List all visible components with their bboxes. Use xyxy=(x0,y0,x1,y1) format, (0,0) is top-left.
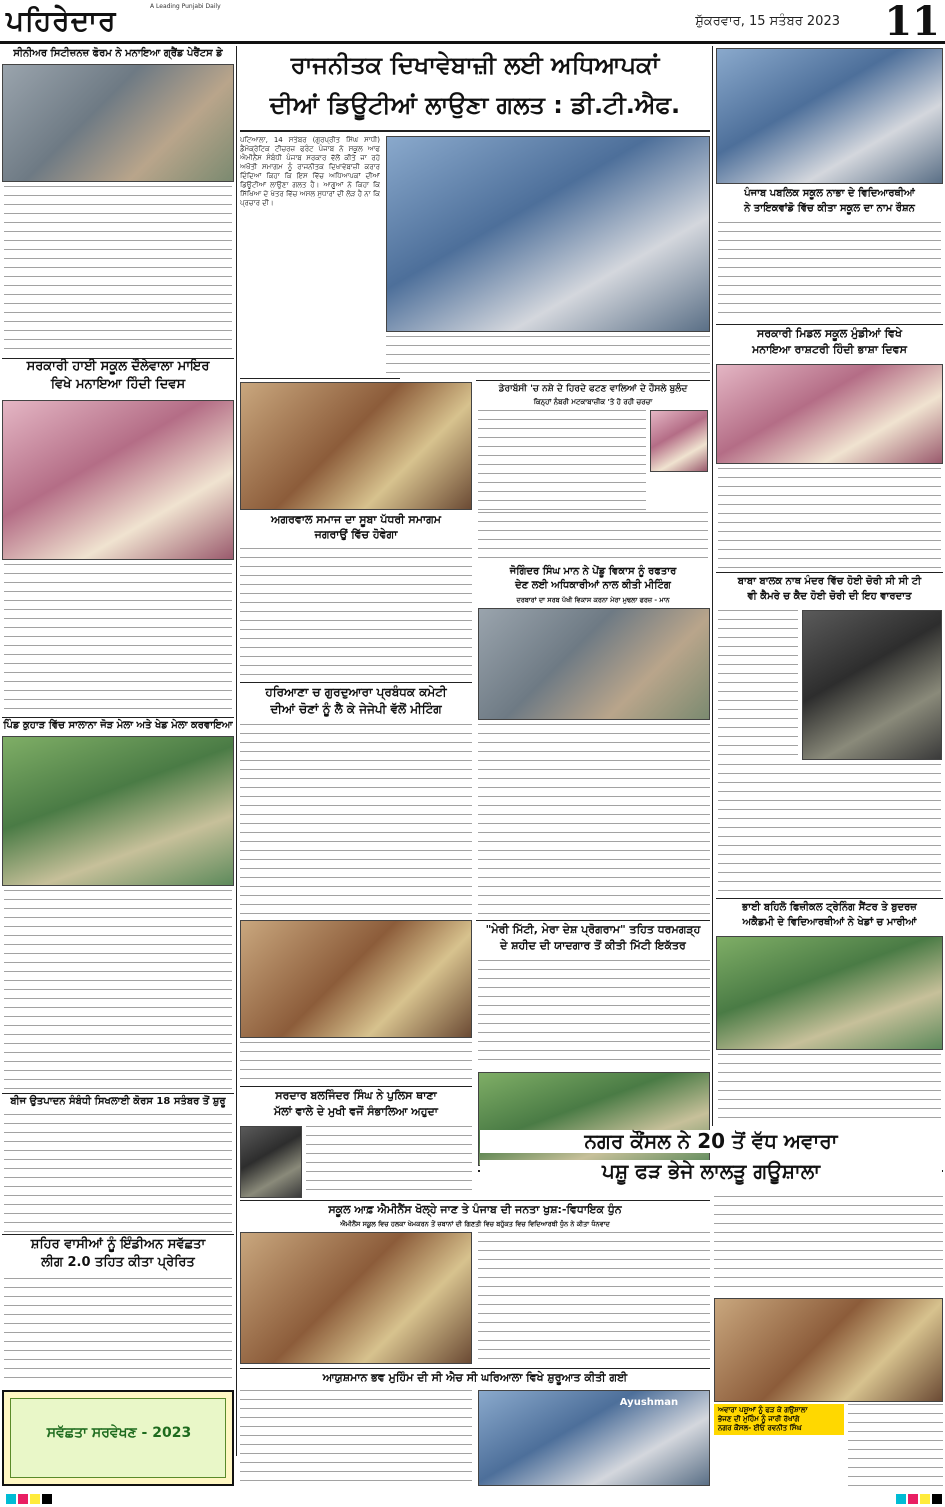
dateline: ਸ਼ੁੱਕਰਵਾਰ, 15 ਸਤੰਬਰ 2023 xyxy=(695,14,840,29)
swachhta-headline-line1: ਸ਼ਹਿਰ ਵਾਸੀਆਂ ਨੂੰ ਇੰਡੀਅਨ ਸਵੱਛਤਾ xyxy=(30,1237,206,1252)
dtf-article-text: ਪਟਿਆਲਾ, 14 ਸਤੰਬਰ (ਗੁਰਪ੍ਰੀਤ ਸਿੰਘ ਸਾਧੀ) ਡੈਮੋਕ੍ਰੇਟਿਕ ਟੀਚਰਜ਼ ਫਰੰਟ ਪੰਜਾਬ ਨੇ ਸਕੂਲ ਆਫ ਐਮੀਨੈਂਸ ਸੰਬੰਧੀ ਪੰਜਾਬ ਸਰਕਾਰ ਵੱਲੋਂ ਕੀਤੇ ਜਾ ਰਹੇ ਅਖੌਤੀ ਸਮਾਗਮ ਨੂੰ ਰਾਜਨੀਤਕ ਦਿਖਾਵੇਬਾਜ਼ੀ ਕਰਾਰ ਦਿੰਦਿਆਂ ਕਿਹਾ ਕਿ ਇਸ ਵਿੱਚ ਅਧਿਆਪਕਾਂ ਦੀਆਂ ਡਿਊਟੀਆਂ ਲਾਉਣਾ ਗਲਤ ਹੈ। ਆਗੂਆਂ ਨੇ ਕਿਹਾ ਕਿ ਸਿੱਖਿਆ ਦੇ ਖੇਤਰ ਵਿੱਚ ਅਸਲ ਸੁਧਾਰਾਂ ਦੀ ਲੋੜ ਹੈ ਨਾ ਕਿ ਪ੍ਰਚਾਰ ਦੀ। xyxy=(240,136,380,207)
school-eminence-article-text xyxy=(478,1232,710,1364)
nagar-council-photo xyxy=(714,1298,943,1402)
swachhta-banner-text: ਸਵੱਛਤਾ ਸਰਵੇਖਣ - 2023 xyxy=(46,1425,192,1441)
joginder-meeting-photo xyxy=(478,608,710,720)
print-mark-cyan xyxy=(6,1494,16,1504)
nagar-council-article-text-cont xyxy=(848,1404,943,1486)
column-rule-right xyxy=(712,46,713,1126)
haryana-headline-line2: ਦੀਆਂ ਚੋਣਾਂ ਨੂੰ ਲੈ ਕੇ ਜੇਜੇਪੀ ਵੱਲੋਂ ਮੀਟਿੰਗ xyxy=(270,702,442,716)
bhai-behlo-article-text xyxy=(718,1054,941,1124)
kabaddi-article-text xyxy=(4,890,232,1090)
print-mark-magenta xyxy=(18,1494,28,1504)
seed-course-headline: ਬੀਜ ਉਤਪਾਦਨ ਸੰਬੰਧੀ ਸਿਖਲਾਈ ਕੋਰਸ 18 ਸਤੰਬਰ ਤੋਂ ਸ਼ੁਰੂ xyxy=(10,1096,226,1107)
ayushman-photo xyxy=(478,1390,710,1486)
sardar-headline-line2: ਮੱਲਾਂ ਵਾਲੇ ਦੇ ਮੁਖੀ ਵਜੋਂ ਸੰਭਾਲਿਆ ਅਹੁਦਾ xyxy=(274,1105,438,1118)
dolewala-photo xyxy=(2,400,234,560)
divider xyxy=(476,380,710,381)
aggarwal-headline-line2: ਜਗਰਾਉਂ ਵਿੱਚ ਹੋਵੇਗਾ xyxy=(314,528,398,541)
divider xyxy=(240,1368,710,1369)
print-mark-black xyxy=(42,1494,52,1504)
joginder-headline-line1: ਜੋਗਿੰਦਰ ਸਿੰਘ ਮਾਨ ਨੇ ਪੇਂਡੂ ਵਿਕਾਸ ਨੂੰ ਰਫਤਾਰ xyxy=(509,566,677,577)
newspaper-logo: ਪਹਿਰੇਦਾਰ xyxy=(6,4,117,37)
swachhta-banner-ad xyxy=(2,1390,234,1486)
middle-school-headline-line2: ਮਨਾਇਆ ਰਾਸ਼ਟਰੀ ਹਿੰਦੀ ਭਾਸ਼ਾ ਦਿਵਸ xyxy=(752,343,907,356)
drugs-headline: ਡੇਰਾਬੱਸੀ 'ਚ ਨਸ਼ੇ ਦੇ ਹਿਰਦੇ ਫਟਣ ਵਾਲਿਆਂ ਦੇ ਹੌਸਲੇ ਬੁਲੰਦ xyxy=(498,384,688,394)
divider xyxy=(476,920,710,921)
ayushman-headline: ਆਯੁਸ਼ਮਾਨ ਭਵ ਮੁਹਿੰਮ ਦੀ ਸੀ ਐਚ ਸੀ ਘਰਿਆਲਾ ਵਿਖੇ ਸ਼ੁਰੂਆਤ ਕੀਤੀ ਗਈ xyxy=(322,1371,628,1384)
main-headline-line2: ਦੀਆਂ ਡਿਊਟੀਆਂ ਲਾਉਣਾ ਗਲਤ : ਡੀ.ਟੀ.ਐਫ. xyxy=(269,91,681,119)
haryana-headline-line1: ਹਰਿਆਣਾ ਚ ਗੁਰਦੁਆਰਾ ਪ੍ਰਬੰਧਕ ਕਮੇਟੀ xyxy=(265,685,447,699)
punjab-public-headline-line1: ਪੰਜਾਬ ਪਬਲਿਕ ਸਕੂਲ ਨਾਭਾ ਦੇ ਵਿਦਿਆਰਥੀਆਂ xyxy=(744,188,915,199)
ayushman-article-text xyxy=(240,1390,472,1486)
taekwondo-photo xyxy=(716,48,943,184)
punjab-public-article-text xyxy=(718,222,941,320)
drugs-subheadline: ਕਿਨ੍ਹਾਂ ਨੰਬਰੀ ਮਟਕਾਬਾਜ਼ੀਕ 'ਤੇ ਹੋ ਰਹੀ ਚਰਚਾ xyxy=(533,398,653,406)
divider xyxy=(240,1086,472,1087)
baba-balak-article-text xyxy=(718,610,798,760)
sardar-portrait-photo xyxy=(240,1126,302,1198)
middle-school-headline-line1: ਸਰਕਾਰੀ ਮਿਡਲ ਸਕੂਲ ਮੁੰਡੀਆਂ ਵਿਖੇ xyxy=(757,327,902,340)
print-mark-cyan xyxy=(896,1494,906,1504)
middle-school-photo xyxy=(716,364,943,464)
punjab-public-headline-line2: ਨੇ ਤਾਇਕਵਾਂਡੋ ਵਿੱਚ ਕੀਤਾ ਸਕੂਲ ਦਾ ਨਾਮ ਰੌਸ਼ਨ xyxy=(744,203,915,214)
quote-line2: ਭੇਜਣ ਦੀ ਮੁਹਿੰਮ ਨੂੰ ਜਾਰੀ ਰੱਖਾਂਗੇ xyxy=(718,1415,800,1423)
bhai-behlo-photo xyxy=(716,936,943,1050)
joginder-subheadline: ਦਰਬਾਰਾਂ ਦਾ ਸਰਬ ਪੱਖੀ ਵਿਕਾਸ ਕਰਨਾ ਮੇਰਾ ਮੁਢਲਾ ਫਰਜ਼ - ਮਾਨ xyxy=(516,596,670,604)
middle-school-article-text xyxy=(718,468,941,568)
senior-citizens-headline: ਸੀਨੀਅਰ ਸਿਟੀਜ਼ਨਜ਼ ਫੋਰਮ ਨੇ ਮਨਾਇਆ ਗ੍ਰੈਂਡ ਪੇਰੈਂਟਸ ਡੇ xyxy=(13,48,223,59)
aggarwal-article-text xyxy=(240,548,472,678)
haryana-article-text xyxy=(240,724,472,916)
school-eminence-photo xyxy=(240,1232,472,1364)
dtf-group-photo xyxy=(386,136,710,332)
school-eminence-subheadline: ਐਮੀਨੈਂਸ ਸਕੂਲ ਵਿਚ ਹਲਕਾ ਖੇਮਕਰਨ ਤੋਂ ਜ਼ਬਾਨਾਂ ਦੀ ਗਿਣਤੀ ਵਿਚ ਬਹੁੱਕਤ ਵਿਚ ਵਿਦਿਆਰਥੀ ਧੁੰਨ ਨੇ ਕੀਤਾ ਧੰਨਵਾਦ xyxy=(340,1220,610,1228)
dolewala-headline-line1: ਸਰਕਾਰੀ ਹਾਈ ਸਕੂਲ ਦੌਲੇਵਾਲਾ ਮਾਇਰ xyxy=(26,359,210,374)
dolewala-headline-line2: ਵਿਖੇ ਮਨਾਇਆ ਹਿੰਦੀ ਦਿਵਸ xyxy=(50,377,186,392)
meri-mitti-headline-line1: "ਮੇਰੀ ਮਿੱਟੀ, ਮੇਰਾ ਦੇਸ਼ ਪ੍ਰੋਗਰਾਮ" ਤਹਿਤ ਧਰਮਗੜ੍ਹ xyxy=(485,923,701,936)
swachhta-banner-inner xyxy=(10,1398,226,1478)
nagar-council-quote-box xyxy=(714,1404,844,1435)
print-mark-black xyxy=(932,1494,942,1504)
dtf-article-text-cont xyxy=(386,336,710,376)
baba-balak-headline-line1: ਬਾਬਾ ਬਾਲਕ ਨਾਥ ਮੰਦਰ ਵਿੱਚ ਹੋਈ ਚੋਰੀ ਸੀ ਸੀ ਟੀ xyxy=(737,576,922,587)
print-mark-yellow xyxy=(30,1494,40,1504)
column-rule-left xyxy=(236,46,237,1456)
meri-mitti-article-text xyxy=(478,960,710,1068)
joginder-article-text xyxy=(478,724,710,916)
swachhta-headline-line2: ਲੀਗ 2.0 ਤਹਿਤ ਕੀਤਾ ਪ੍ਰੇਰਿਤ xyxy=(41,1255,195,1270)
haryana-meeting-photo xyxy=(240,920,472,1038)
swachhta-article-text xyxy=(4,1278,232,1386)
nagar-council-headline-line2: ਪਸ਼ੂ ਫੜ ਭੇਜੇ ਲਾਲੜੂ ਗਊਸ਼ਾਲਾ xyxy=(480,1160,942,1183)
senior-citizens-photo xyxy=(2,64,234,182)
divider xyxy=(716,572,943,573)
divider xyxy=(2,1093,234,1094)
divider xyxy=(2,717,234,718)
drugs-portrait-photo xyxy=(650,410,708,472)
print-mark-magenta xyxy=(908,1494,918,1504)
nagar-council-article-text xyxy=(714,1196,943,1294)
ayushman-banner-text: Ayushman xyxy=(619,1397,679,1408)
main-headline-line1: ਰਾਜਨੀਤਕ ਦਿਖਾਵੇਬਾਜ਼ੀ ਲਈ ਅਧਿਆਪਕਾਂ xyxy=(290,51,660,79)
kabaddi-headline: ਪਿੰਡ ਕੁਹਾੜ ਵਿੱਚ ਸਾਲਾਨਾ ਜੋੜ ਮੇਲਾ ਅਤੇ ਖੇਡ ਮੇਲਾ ਕਰਵਾਇਆ xyxy=(3,720,233,731)
school-eminence-headline: ਸਕੂਲ ਆਫ਼ ਐਮੀਨੈਂਸ ਖੋਲ੍ਹੇ ਜਾਣ ਤੇ ਪੰਜਾਬ ਦੀ ਜਨਤਾ ਖੁਸ਼:-ਵਿਧਾਇਕ ਧੁੰਨ xyxy=(328,1203,622,1216)
quote-line3: ਨਗਰ ਕੌਂਸਲ- ਈਓ ਰਵਨੀਤ ਸਿੰਘ xyxy=(718,1424,802,1432)
seed-course-article-text xyxy=(4,1114,232,1232)
page-number: 11 xyxy=(884,0,940,45)
drugs-article-text-cont xyxy=(478,512,708,562)
quote-line1: ਅਵਾਰਾ ਪਸ਼ੂਆਂ ਨੂੰ ਫੜ ਕੇ ਗਉਸ਼ਾਲਾ xyxy=(718,1406,808,1414)
haryana-article-text-cont xyxy=(240,1042,472,1082)
divider xyxy=(716,324,943,325)
divider xyxy=(2,1234,234,1235)
kabaddi-photo xyxy=(2,736,234,886)
meri-mitti-headline-line2: ਦੇ ਸ਼ਹੀਦ ਦੀ ਯਾਦਗਾਰ ਤੋਂ ਕੀਤੀ ਮਿੱਟੀ ਇਕੱਤਰ xyxy=(500,939,686,952)
divider xyxy=(240,378,400,379)
dolewala-article-text xyxy=(4,564,232,714)
sardar-headline-line1: ਸਰਦਾਰ ਬਲਜਿੰਦਰ ਸਿੰਘ ਨੇ ਪੁਲਿਸ ਥਾਣਾ xyxy=(275,1089,437,1102)
baba-balak-cctv-photo xyxy=(802,610,942,760)
bhai-behlo-headline-line2: ਅਕੈਡਮੀ ਦੇ ਵਿਦਿਆਰਥੀਆਂ ਨੇ ਖੇਡਾਂ ਚ ਮਾਰੀਆਂ xyxy=(742,917,917,928)
baba-balak-headline-line2: ਵੀ ਕੈਮਰੇ ਚ ਕੈਦ ਹੋਈ ਚੋਰੀ ਦੀ ਇਹ ਵਾਰਦਾਤ xyxy=(747,591,912,602)
divider xyxy=(240,1200,710,1201)
bhai-behlo-headline-line1: ਭਾਈ ਬਹਿਲੋ ਫਿਜ਼ੀਕਲ ਟ੍ਰੇਨਿੰਗ ਸੈਂਟਰ ਤੇ ਬੁਦਰਜ਼ xyxy=(742,902,917,913)
divider xyxy=(240,682,472,683)
main-headline-rule xyxy=(240,130,710,132)
joginder-headline-line2: ਦੇਣ ਲਈ ਅਧਿਕਾਰੀਆਂ ਨਾਲ ਕੀਤੀ ਮੀਟਿੰਗ xyxy=(515,580,671,591)
drugs-article-text xyxy=(478,410,646,510)
baba-balak-article-text-cont xyxy=(718,764,941,894)
sardar-article-text xyxy=(306,1126,472,1198)
nagar-council-headline-line1: ਨਗਰ ਕੌਂਸਲ ਨੇ 20 ਤੋਂ ਵੱਧ ਅਵਾਰਾ xyxy=(480,1130,942,1153)
newspaper-tagline: A Leading Punjabi Daily xyxy=(150,3,221,10)
senior-citizens-article-text xyxy=(4,186,232,356)
print-mark-yellow xyxy=(920,1494,930,1504)
aggarwal-headline-line1: ਅਗਰਵਾਲ ਸਮਾਜ ਦਾ ਸੂਬਾ ਪੱਧਰੀ ਸਮਾਗਮ xyxy=(271,513,441,526)
divider xyxy=(716,898,943,899)
aggarwal-samaj-photo xyxy=(240,382,472,510)
